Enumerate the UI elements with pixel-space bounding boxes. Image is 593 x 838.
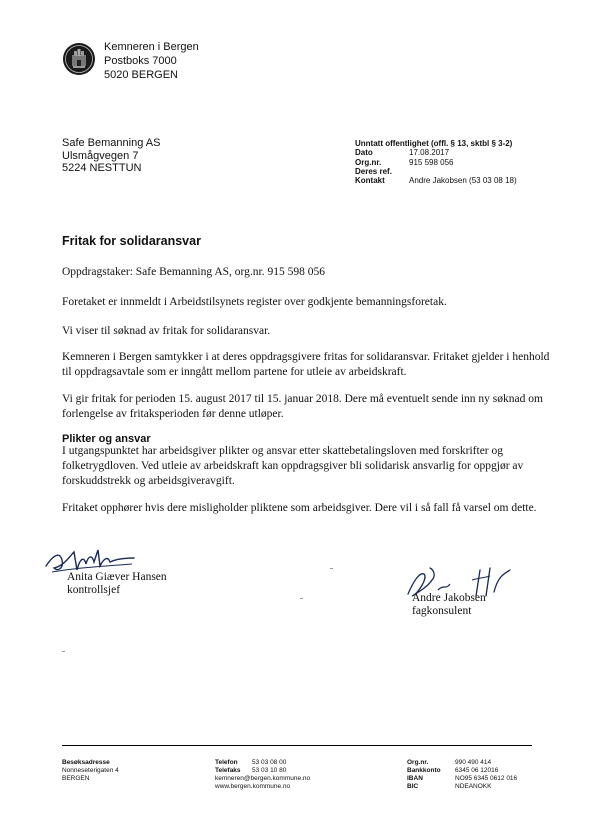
footer-web: www.bergen.kommune.no — [215, 783, 291, 790]
footer-fax-label: Telefaks — [215, 767, 241, 774]
paragraph-consent — [62, 350, 548, 380]
meta-contact-value: Andre Jakobsen (53 03 08 18) — [409, 176, 517, 186]
letter-meta — [355, 139, 517, 185]
footer-visit-address — [62, 759, 119, 783]
sender-name: Kemneren i Bergen — [104, 41, 199, 53]
footer-bic-label: BIC — [407, 783, 419, 790]
footer-iban-label: IBAN — [407, 775, 423, 782]
signer-right-name: Andre Jakobsen — [412, 592, 486, 604]
paragraph-registry — [62, 295, 548, 310]
paragraph-line: Oppdragstaker: Safe Bemanning AS, org.nr. 915 598 056 — [62, 266, 325, 278]
meta-contact-label: Kontakt — [355, 176, 385, 186]
paragraph-line: I utgangspunktet har arbeidsgiver plikter og ansvar etter skattebetalingsloven med forskrifter og — [62, 445, 504, 457]
footer-divider — [62, 745, 532, 746]
signature-right — [412, 592, 486, 618]
paragraph-termination — [62, 501, 548, 516]
meta-date-label: Dato — [355, 148, 373, 158]
paragraph-period — [62, 392, 548, 422]
footer-email: kemneren@bergen.kommune.no — [215, 775, 311, 782]
footer-orgnr — [407, 759, 517, 767]
paragraph-line: Foretaket er innmeldt i Arbeidstilsynets register over godkjente bemanningsforetak. — [62, 296, 447, 308]
signer-left-title: kontrollsjef — [67, 584, 121, 596]
footer-fax-value: 53 03 10 80 — [252, 767, 287, 774]
signature-left — [67, 571, 167, 597]
paragraph-duties — [62, 444, 548, 489]
paragraph-line: til oppdragsavtale som er inngått mellom partene for utleie av arbeidskraft. — [62, 366, 407, 378]
footer-phone-value: 53 03 08 00 — [252, 759, 287, 766]
footer-bic — [407, 783, 517, 791]
paragraph-line: forlengelse av fritaksperioden før denne utløper. — [62, 408, 284, 420]
recipient-name: Safe Bemanning AS — [62, 137, 161, 149]
paragraph-reference — [62, 324, 548, 339]
exempt-notice: Unntatt offentlighet (offl. § 13, sktbl § 3-2) — [355, 139, 513, 148]
scan-mark — [62, 651, 65, 652]
footer-visit-label: Besøksadresse — [62, 759, 110, 766]
recipient-street: Ulsmågvegen 7 — [62, 149, 139, 162]
sender-address — [104, 40, 199, 82]
paragraph-line: Kemneren i Bergen samtykker i at deres oppdragsgivere fritas for solidaransvar. Fritaket gjelder i henhold — [62, 351, 550, 363]
paragraph-line: folketrygdloven. Ved utleie av arbeidskraft kan oppdragsgiver bli solidarisk ansvarlig for oppgjør av — [62, 460, 524, 472]
meta-orgnr-label: Org.nr. — [355, 157, 382, 167]
meta-date — [355, 148, 517, 157]
footer-iban — [407, 775, 517, 783]
recipient-address — [62, 137, 160, 175]
footer-visit-city: BERGEN — [62, 775, 90, 782]
footer-fax — [215, 767, 310, 775]
paragraph-line: Vi viser til søknad av fritak for solidaransvar. — [62, 325, 271, 337]
sender-postbox: Postboks 7000 — [104, 55, 177, 67]
meta-ref-label: Deres ref. — [355, 166, 392, 176]
meta-ref — [355, 167, 517, 176]
footer-bankaccount — [407, 767, 517, 775]
signer-left-name: Anita Giæver Hansen — [67, 571, 167, 583]
footer-orgnr-label: Org.nr. — [407, 759, 429, 766]
meta-date-value: 17.08.2017 — [409, 148, 450, 158]
paragraph-contractor — [62, 265, 548, 280]
footer-phone — [215, 759, 310, 767]
meta-orgnr — [355, 158, 517, 167]
meta-contact — [355, 176, 517, 185]
footer-bank-label: Bankkonto — [407, 767, 441, 774]
duties-heading: Plikter og ansvar — [62, 433, 151, 445]
paragraph-line: forskuddstrekk og arbeidsgiveravgift. — [62, 475, 235, 487]
footer-bank — [407, 759, 517, 791]
footer-contact — [215, 759, 310, 791]
footer-orgnr-value: 990 490 414 — [455, 759, 492, 766]
footer-iban-value: NO95 6345 0612 016 — [455, 775, 518, 782]
scan-mark — [330, 568, 333, 569]
signer-right-title: fagkonsulent — [412, 605, 472, 617]
paragraph-line: Vi gir fritak for perioden 15. august 2017 til 15. januar 2018. Dere må eventuelt sende inn ny søknad om — [62, 393, 543, 405]
sender-postcode-city: 5020 BERGEN — [104, 69, 178, 81]
bergen-coat-of-arms-icon — [62, 42, 96, 76]
scan-mark — [300, 598, 303, 599]
meta-orgnr-value: 915 598 056 — [409, 157, 454, 167]
recipient-postcode-city: 5224 NESTTUN — [62, 162, 142, 174]
footer-bic-value: NDEANOKK — [455, 783, 492, 790]
paragraph-line: Fritaket opphører hvis dere misligholder pliktene som arbeidsgiver. Dere vil i så fall få varsel om dette. — [62, 502, 537, 514]
letter-title: Fritak for solidaransvar — [62, 234, 201, 248]
footer-phone-label: Telefon — [215, 759, 238, 766]
footer-visit-street: Nonneseterigaten 4 — [62, 767, 119, 774]
footer-bank-value: 6345 06 12016 — [455, 767, 499, 774]
